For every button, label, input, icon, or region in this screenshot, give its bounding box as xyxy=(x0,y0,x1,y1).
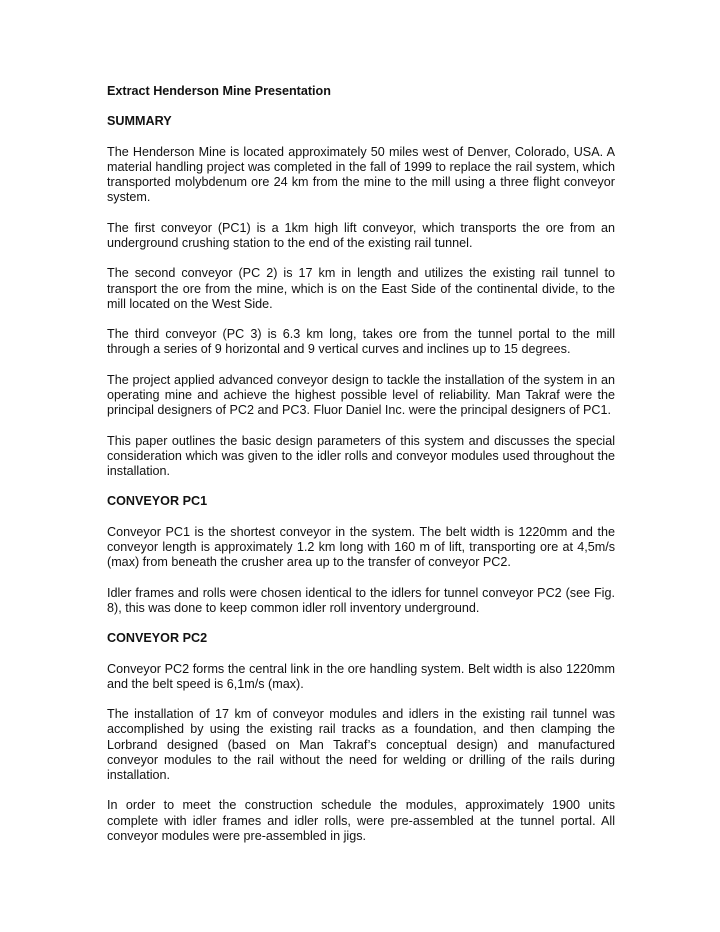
pc1-paragraph-1: Conveyor PC1 is the shortest conveyor in the system. The belt width is 1220mm and the conveyor length is approximately 1.2 km long with 160 m of lift, transporting ore at 4,5m/s (max) from beneath the crusher area up to the transfer of conveyor PC2. xyxy=(107,524,615,570)
summary-paragraph-4: The third conveyor (PC 3) is 6.3 km long, takes ore from the tunnel portal to the mill through a series of 9 horizontal and 9 vertical curves and inclines up to 15 degrees. xyxy=(107,327,615,357)
summary-paragraph-2: The first conveyor (PC1) is a 1km high lift conveyor, which transports the ore from an underground crushing station to the end of the existing rail tunnel. xyxy=(107,220,615,250)
summary-paragraph-1: The Henderson Mine is located approximately 50 miles west of Denver, Colorado, USA. A material handling project was completed in the fall of 1999 to replace the rail system, which transported molybdenum ore 24 km from the mine to the mill using a three flight conveyor system. xyxy=(107,144,615,205)
pc1-paragraph-2: Idler frames and rolls were chosen identical to the idlers for tunnel conveyor PC2 (see Fig. 8), this was done to keep common idler roll inventory underground. xyxy=(107,585,615,615)
pc2-paragraph-3: In order to meet the construction schedule the modules, approximately 1900 units complete with idler frames and idler rolls, were pre-assembled at the tunnel portal. All conveyor modules were pre-assembled in jigs. xyxy=(107,798,615,843)
summary-paragraph-3: The second conveyor (PC 2) is 17 km in length and utilizes the existing rail tunnel to transport the ore from the mine, which is on the East Side of the continental divide, to the mill located on the West Side. xyxy=(107,266,615,311)
section-heading-conveyor-pc2: CONVEYOR PC2 xyxy=(107,631,208,646)
section-heading-conveyor-pc1: CONVEYOR PC1 xyxy=(107,494,208,509)
pc2-paragraph-1: Conveyor PC2 forms the central link in the ore handling system. Belt width is also 1220mm and the belt speed is 6,1m/s (max). xyxy=(107,661,615,691)
summary-paragraph-5: The project applied advanced conveyor design to tackle the installation of the system in an operating mine and achieve the highest possible level of reliability. Man Takraf were the principal designers of PC2 and PC3. Fluor Daniel Inc. were the principal designers of PC1. xyxy=(107,372,615,418)
summary-paragraph-6: This paper outlines the basic design parameters of this system and discusses the special consideration which was given to the idler rolls and conveyor modules used throughout the installation. xyxy=(107,433,615,478)
pc2-paragraph-2: The installation of 17 km of conveyor modules and idlers in the existing rail tunnel was accomplished by using the existing rail tracks as a foundation, and then clamping the Lorbrand designed (based on Man Takraf’s conceptual design) and manufactured conveyor modules to the rail without the need for welding or drilling of the rails during installation. xyxy=(107,707,615,782)
section-heading-summary: SUMMARY xyxy=(107,114,172,129)
document-title: Extract Henderson Mine Presentation xyxy=(107,84,331,98)
document-page xyxy=(107,84,615,859)
